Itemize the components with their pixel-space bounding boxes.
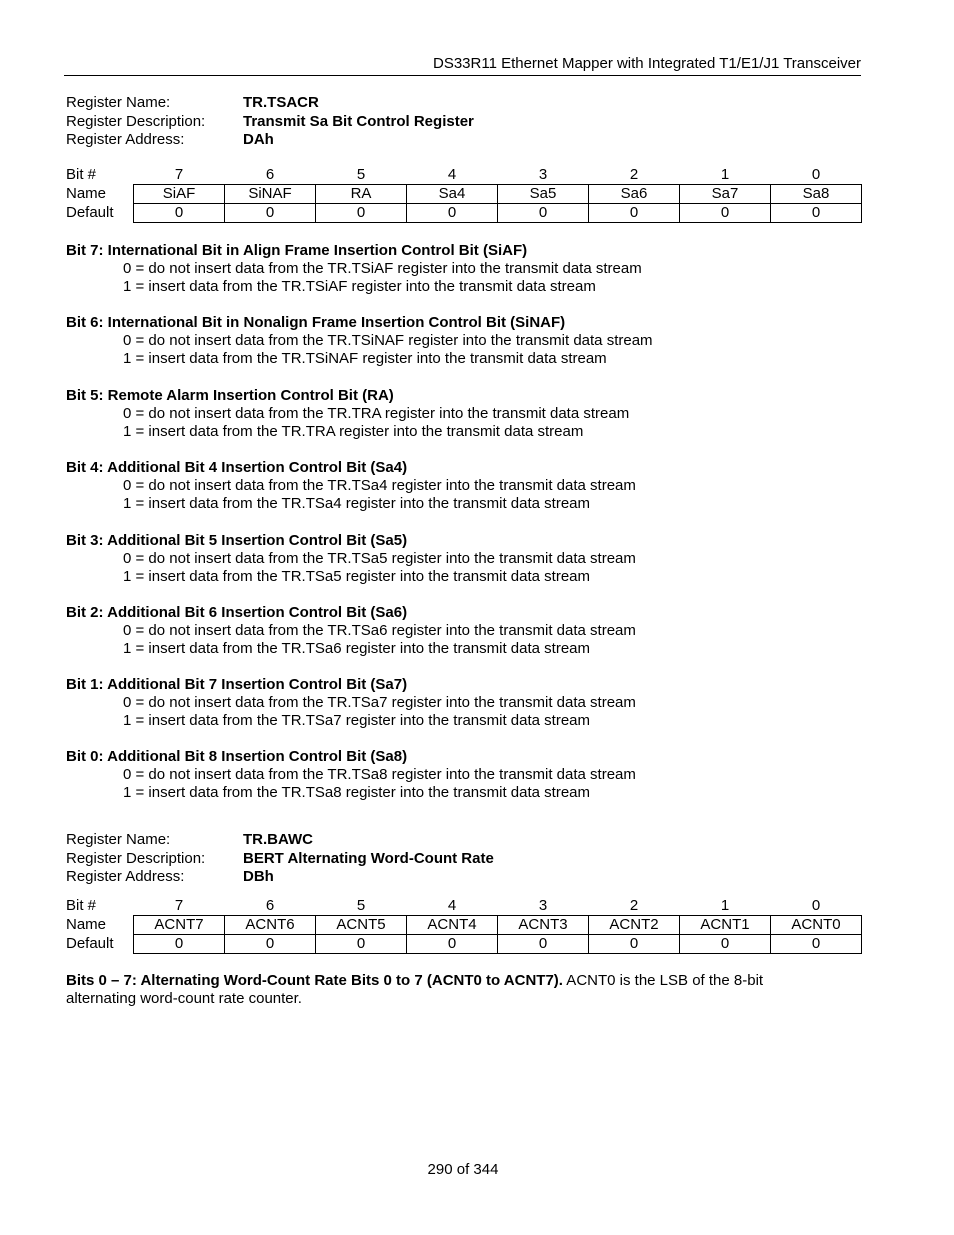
bit-name: Sa5 [498,185,589,204]
bit-name: Sa4 [407,185,498,204]
register-name-label: Register Name: [66,94,171,111]
bit-default: 0 [589,935,680,954]
bit-description-line: 1 = insert data from the TR.TRA register into the transmit data stream [123,423,584,440]
bit-number: 2 [629,166,639,183]
row-label: Name [66,185,107,202]
register-bits-description [66,972,826,1008]
register-info-tsacr [66,94,474,150]
bit-description-2 [66,604,636,658]
row-label: Name [66,916,107,933]
bit-table-bawc [64,897,862,954]
register-address: DAh [243,131,274,148]
bit-name: Sa7 [680,185,771,204]
bit-name-row [64,916,862,935]
bit-description-line: 1 = insert data from the TR.TSa5 register into the transmit data stream [123,568,591,585]
bit-description-title: Bit 3: Additional Bit 5 Insertion Control Bit (Sa5) [66,532,408,549]
bit-default: 0 [225,204,316,223]
bit-description-line: 0 = do not insert data from the TR.TSa6 register into the transmit data stream [123,622,636,639]
bit-default-row [64,935,862,954]
bit-description-line: 1 = insert data from the TR.TSa6 register into the transmit data stream [123,640,591,657]
register-name: TR.BAWC [243,831,313,848]
bit-name: SiNAF [225,185,316,204]
bit-name: RA [316,185,407,204]
bit-description-line: 1 = insert data from the TR.TSa4 register into the transmit data stream [123,495,591,512]
bit-default: 0 [134,204,225,223]
bit-description-1 [66,676,636,730]
bit-description-title: Bit 1: Additional Bit 7 Insertion Control Bit (Sa7) [66,676,408,693]
bit-description-line: 0 = do not insert data from the TR.TRA register into the transmit data stream [123,405,630,422]
bit-name: ACNT4 [407,916,498,935]
bit-number: 0 [811,166,821,183]
bit-default: 0 [316,204,407,223]
register-address: DBh [243,868,274,885]
bit-description-line: 0 = do not insert data from the TR.TSa5 register into the transmit data stream [123,550,636,567]
bit-default: 0 [680,935,771,954]
register-bits-title: Bits 0 – 7: Alternating Word-Count Rate Bits 0 to 7 (ACNT0 to ACNT7). [66,972,563,989]
bit-name: ACNT5 [316,916,407,935]
bit-default: 0 [407,935,498,954]
register-info-bawc [66,831,494,887]
register-description: BERT Alternating Word-Count Rate [243,849,494,867]
bit-default: 0 [316,935,407,954]
bit-number: 0 [811,897,821,914]
bit-number: 4 [447,166,457,183]
bit-description-title: Bit 5: Remote Alarm Insertion Control Bit (RA) [66,387,394,404]
bit-number: 1 [720,897,730,914]
register-name: TR.TSACR [243,94,319,111]
bit-name: ACNT1 [680,916,771,935]
row-label: Bit # [66,166,97,184]
register-description-label: Register Description: [66,112,206,130]
bit-default: 0 [771,935,862,954]
bit-default: 0 [680,204,771,223]
bit-description-6 [66,314,653,368]
row-label: Default [66,204,114,221]
bit-number: 1 [720,166,730,183]
bit-name: ACNT0 [771,916,862,935]
bit-description-line: 0 = do not insert data from the TR.TSiAF register into the transmit data stream [123,260,642,277]
bit-description-7 [66,242,642,296]
row-label: Default [66,935,114,952]
bit-number: 4 [447,897,457,914]
bit-name: SiAF [134,185,225,204]
bit-default: 0 [498,935,589,954]
bit-description-4 [66,459,636,513]
bit-default-row [64,204,862,223]
bit-description-title: Bit 0: Additional Bit 8 Insertion Control Bit (Sa8) [66,748,408,765]
bit-default: 0 [407,204,498,223]
bit-number: 6 [265,897,275,914]
bit-number: 5 [356,166,366,183]
bit-default: 0 [225,935,316,954]
bit-name: ACNT7 [134,916,225,935]
bit-number: 6 [265,166,275,183]
bit-number-row [64,166,862,185]
bit-description-title: Bit 4: Additional Bit 4 Insertion Control Bit (Sa4) [66,459,408,476]
bit-name: Sa6 [589,185,680,204]
register-name-label: Register Name: [66,831,171,848]
bit-description-0 [66,748,636,802]
page-number: 290 of 344 [427,1161,499,1178]
register-description-label: Register Description: [66,849,206,867]
bit-description-line: 1 = insert data from the TR.TSiNAF register into the transmit data stream [123,350,607,367]
bit-description-title: Bit 6: International Bit in Nonalign Frame Insertion Control Bit (SiNAF) [66,314,566,331]
bit-description-line: 0 = do not insert data from the TR.TSa7 register into the transmit data stream [123,694,636,711]
register-description: Transmit Sa Bit Control Register [243,112,474,130]
bit-number-row [64,897,862,916]
bit-name: Sa8 [771,185,862,204]
bit-description-line: 0 = do not insert data from the TR.TSiNAF register into the transmit data stream [123,332,653,349]
bit-name: ACNT3 [498,916,589,935]
register-bits-text: ACNT0 is the LSB of the 8-bit alternating word-count rate counter. [66,972,764,1007]
bit-number: 3 [538,166,548,183]
bit-name-row [64,185,862,204]
bit-number: 3 [538,897,548,914]
register-address-label: Register Address: [66,131,185,148]
bit-description-line: 0 = do not insert data from the TR.TSa8 register into the transmit data stream [123,766,636,783]
bit-default: 0 [134,935,225,954]
bit-name: ACNT6 [225,916,316,935]
bit-number: 7 [174,897,184,914]
bit-description-5 [66,387,629,441]
bit-name: ACNT2 [589,916,680,935]
bit-number: 2 [629,897,639,914]
bit-description-title: Bit 7: International Bit in Align Frame Insertion Control Bit (SiAF) [66,242,528,259]
running-header: DS33R11 Ethernet Mapper with Integrated T1/E1/J1 Transceiver [432,55,861,72]
bit-description-line: 1 = insert data from the TR.TSa7 register into the transmit data stream [123,712,591,729]
bit-description-line: 0 = do not insert data from the TR.TSa4 register into the transmit data stream [123,477,636,494]
bit-default: 0 [771,204,862,223]
bit-description-line: 1 = insert data from the TR.TSiAF register into the transmit data stream [123,278,596,295]
bit-number: 5 [356,897,366,914]
bit-number: 7 [174,166,184,183]
register-address-label: Register Address: [66,868,185,885]
row-label: Bit # [66,897,97,915]
bit-description-title: Bit 2: Additional Bit 6 Insertion Control Bit (Sa6) [66,604,408,621]
bit-table-tsacr [64,166,862,223]
header-rule [64,75,861,76]
bit-description-3 [66,532,636,586]
bit-default: 0 [589,204,680,223]
bit-description-line: 1 = insert data from the TR.TSa8 register into the transmit data stream [123,784,591,801]
bit-default: 0 [498,204,589,223]
